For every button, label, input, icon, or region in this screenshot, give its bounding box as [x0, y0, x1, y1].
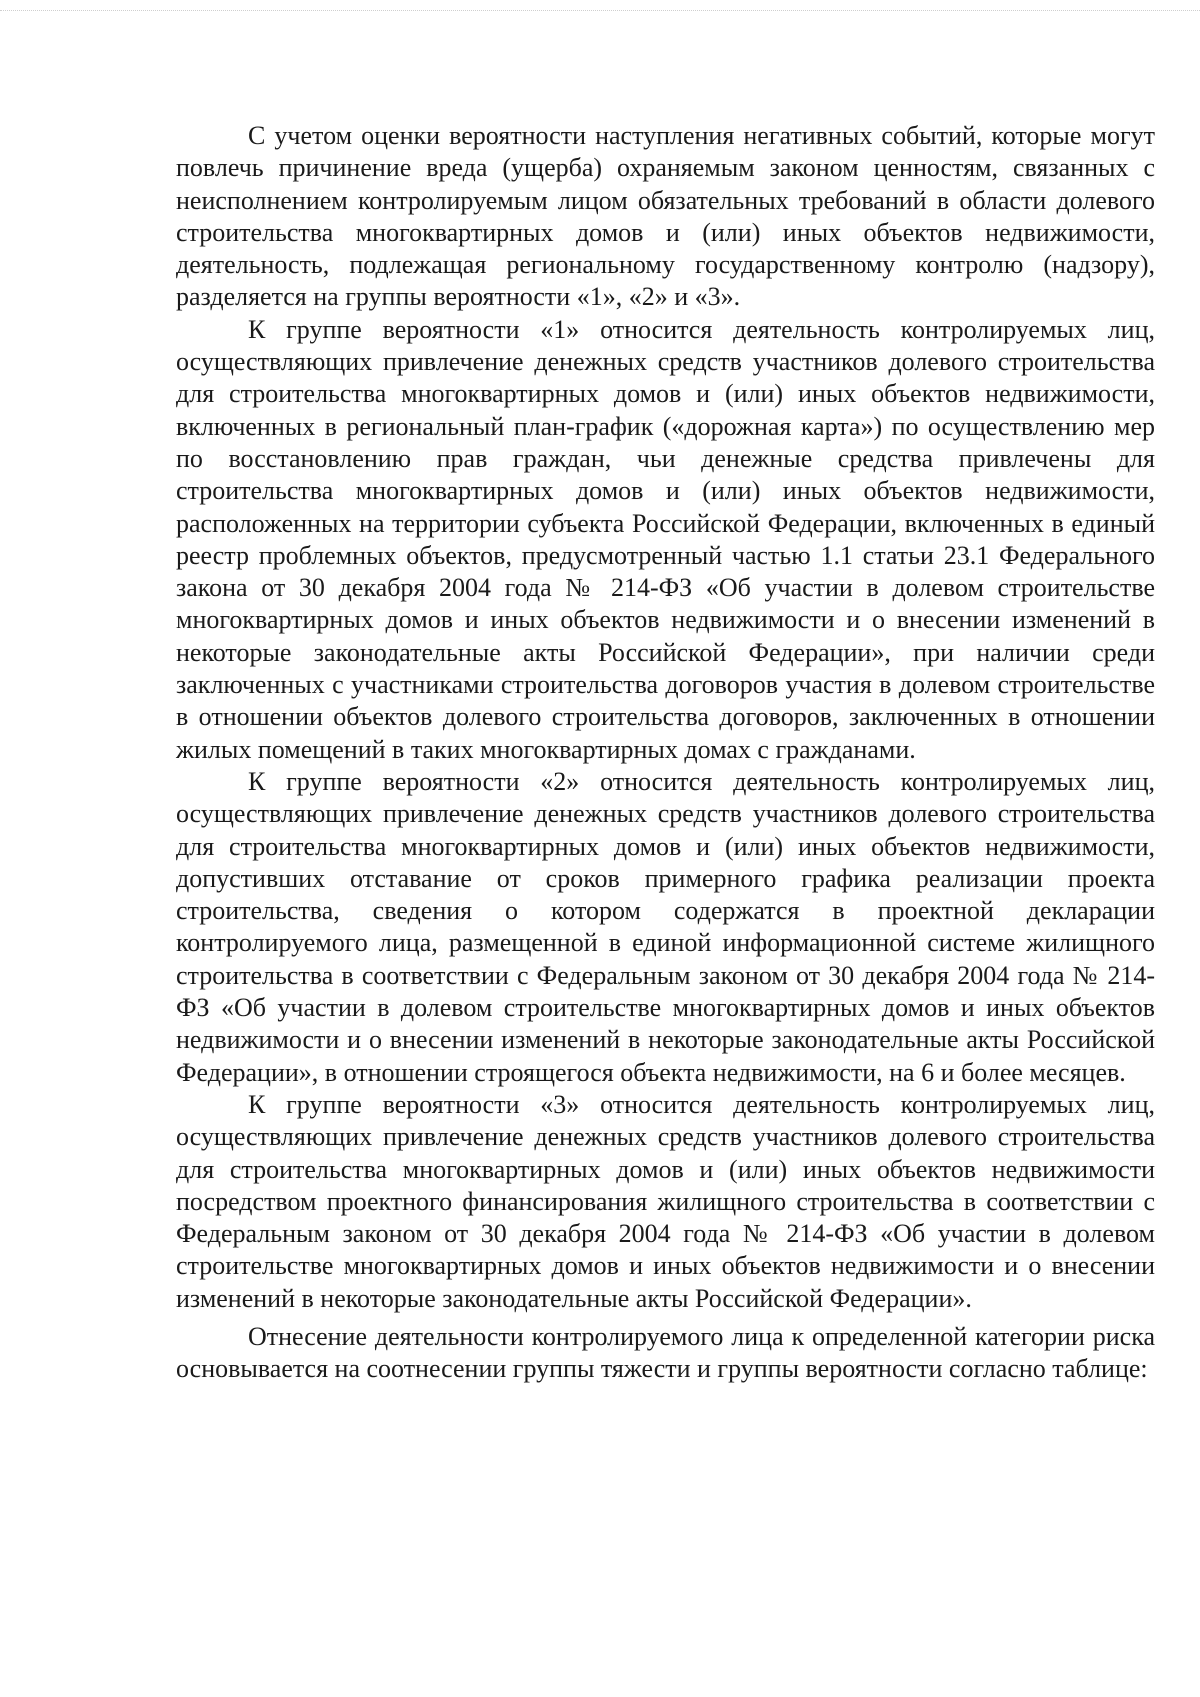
scan-top-edge [0, 10, 1200, 11]
document-body [176, 120, 1155, 1386]
paragraph-probability-group-3: К группе вероятности «3» относится деятельность контролируемых лиц, осуществляющих привлечение денежных средств участников долевого строительства для строительства многоквартирных домов и (или) иных объектов недвижимости посредством проектного финансирования жилищного строительства в соответствии с Федеральным законом от 30 декабря 2004 года № 214-ФЗ «Об участии в долевом строительстве многоквартирных домов и иных объектов недвижимости и о внесении изменений в некоторые законодательные акты Российской Федерации». [176, 1089, 1155, 1313]
paragraph-probability-groups-intro: С учетом оценки вероятности наступления негативных событий, которые могут повлечь причинение вреда (ущерба) охраняемым законом ценностям, связанных с неисполнением контролируемым лицом обязательных требований в области долевого строительства многоквартирных домов и (или) иных объектов недвижимости, деятельность, подлежащая региональному государственному контролю (надзору), разделяется на группы вероятности «1», «2» и «3». [176, 121, 1155, 312]
paragraph-probability-group-1: К группе вероятности «1» относится деятельность контролируемых лиц, осуществляющих привлечение денежных средств участников долевого строительства для строительства многоквартирных домов и (или) иных объектов недвижимости, включенных в региональный план-график («дорожная карта») по осуществлению мер по восстановлению прав граждан, чьи денежные средства привлечены для строительства многоквартирных домов и (или) иных объектов недвижимости, расположенных на территории субъекта Российской Федерации, включенных в единый реестр проблемных объектов, предусмотренный частью 1.1 статьи 23.1 Федерального закона от 30 декабря 2004 года № 214-ФЗ «Об участии в долевом строительстве многоквартирных домов и иных объектов недвижимости и о внесении изменений в некоторые законодательные акты Российской Федерации», при наличии среди заключенных с участниками строительства договоров участия в долевом строительстве в отношении объектов долевого строительства договоров, заключенных в отношении жилых помещений в таких многоквартирных домах с гражданами. [176, 314, 1155, 764]
paragraph-risk-category-assignment: Отнесение деятельности контролируемого лица к определенной категории риска основывается на соотнесении группы тяжести и группы вероятности согласно таблице: [176, 1321, 1155, 1384]
paragraph-probability-group-2: К группе вероятности «2» относится деятельность контролируемых лиц, осуществляющих привлечение денежных средств участников долевого строительства для строительства многоквартирных домов и (или) иных объектов недвижимости, допустивших отставание от сроков примерного графика реализации проекта строительства, сведения о котором содержатся в проектной декларации контролируемого лица, размещенной в единой информационной системе жилищного строительства в соответствии с Федеральным законом от 30 декабря 2004 года № 214-ФЗ «Об участии в долевом строительстве многоквартирных домов и иных объектов недвижимости и о внесении изменений в некоторые законодательные акты Российской Федерации», в отношении строящегося объекта недвижимости, на 6 и более месяцев. [176, 766, 1155, 1087]
